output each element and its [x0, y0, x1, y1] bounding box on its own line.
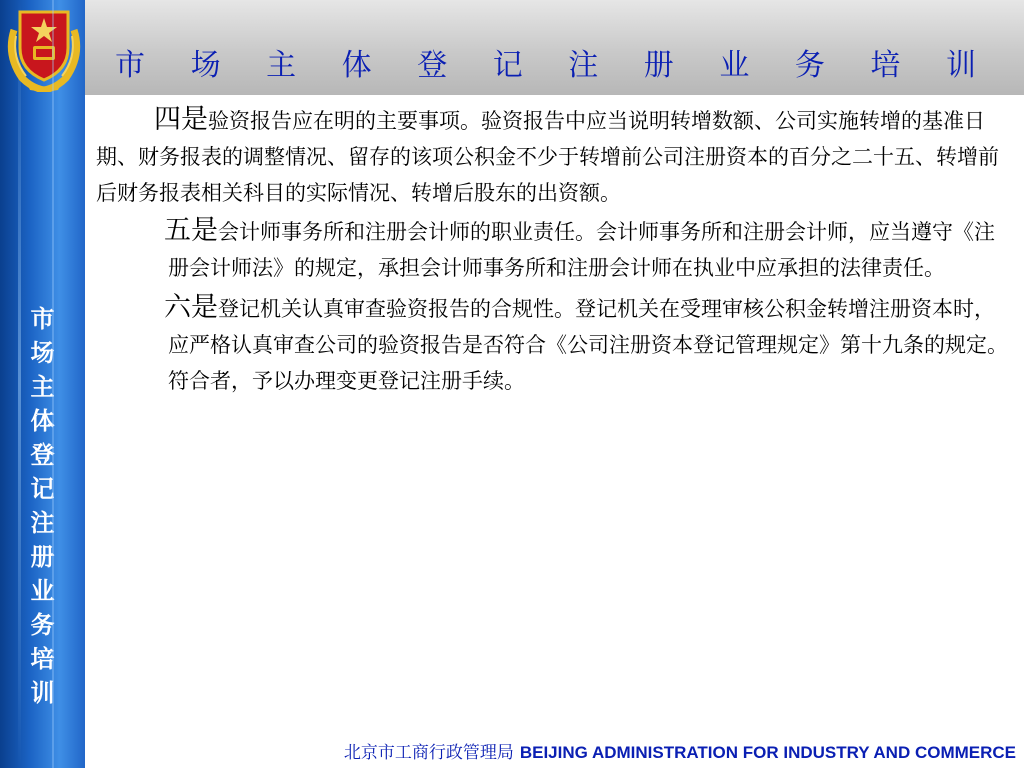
- vertical-sidebar-title: [0, 302, 85, 710]
- slide-content: [96, 102, 1010, 399]
- sidebar: [0, 0, 85, 768]
- vertical-title-char: 市: [30, 305, 55, 333]
- vertical-title-char: 注: [30, 509, 55, 537]
- slide-title: 市 场 主 体 登 记 注 册 业 务 培 训: [115, 48, 994, 83]
- vertical-title-char: 主: [30, 373, 55, 401]
- vertical-title-char: 务: [30, 611, 55, 639]
- slide-footer: [85, 730, 1024, 768]
- footer-org-english: BEIJING ADMINISTRATION FOR INDUSTRY AND COMMERCE: [519, 743, 1016, 762]
- slide-header: [85, 0, 1024, 95]
- vertical-title-char: 体: [30, 407, 55, 435]
- paragraph-lead: 五是: [164, 215, 218, 246]
- paragraph-body: 验资报告应在明的主要事项。验资报告中应当说明转增数额、公司实施转增的基准日期、财务报表的调整情况、留存的该项公积金不少于转增前公司注册资本的百分之二十五、转增前后财务报表相关科目的实际情况、转增后股东的出资额。: [96, 109, 999, 205]
- vertical-title-char: 训: [30, 679, 55, 707]
- paragraph-lead: 四是: [154, 104, 208, 135]
- paragraph-six: [96, 290, 1010, 399]
- paragraph-lead: 六是: [164, 292, 218, 323]
- footer-organization: [344, 738, 1016, 763]
- vertical-title-char: 登: [30, 441, 55, 469]
- footer-org-chinese: 北京市工商行政管理局: [343, 743, 514, 762]
- vertical-title-char: 册: [30, 543, 55, 571]
- vertical-title-char: 记: [30, 475, 55, 503]
- vertical-title-char: 培: [30, 645, 55, 673]
- paragraph-five: [96, 213, 1010, 286]
- vertical-title-char: 场: [30, 339, 55, 367]
- paragraph-body: 登记机关认真审查验资报告的合规性。登记机关在受理审核公积金转增注册资本时，应严格认真审查公司的验资报告是否符合《公司注册资本登记管理规定》第十九条的规定。符合者，予以办理变更登记注册手续。: [168, 297, 1008, 393]
- paragraph-four: [96, 102, 1010, 211]
- vertical-title-char: 业: [30, 577, 55, 605]
- industry-commerce-emblem: [2, 0, 85, 92]
- paragraph-body: 会计师事务所和注册会计师的职业责任。会计师事务所和注册会计师，应当遵守《注册会计师法》的规定，承担会计师事务所和注册会计师在执业中应承担的法律责任。: [168, 220, 995, 280]
